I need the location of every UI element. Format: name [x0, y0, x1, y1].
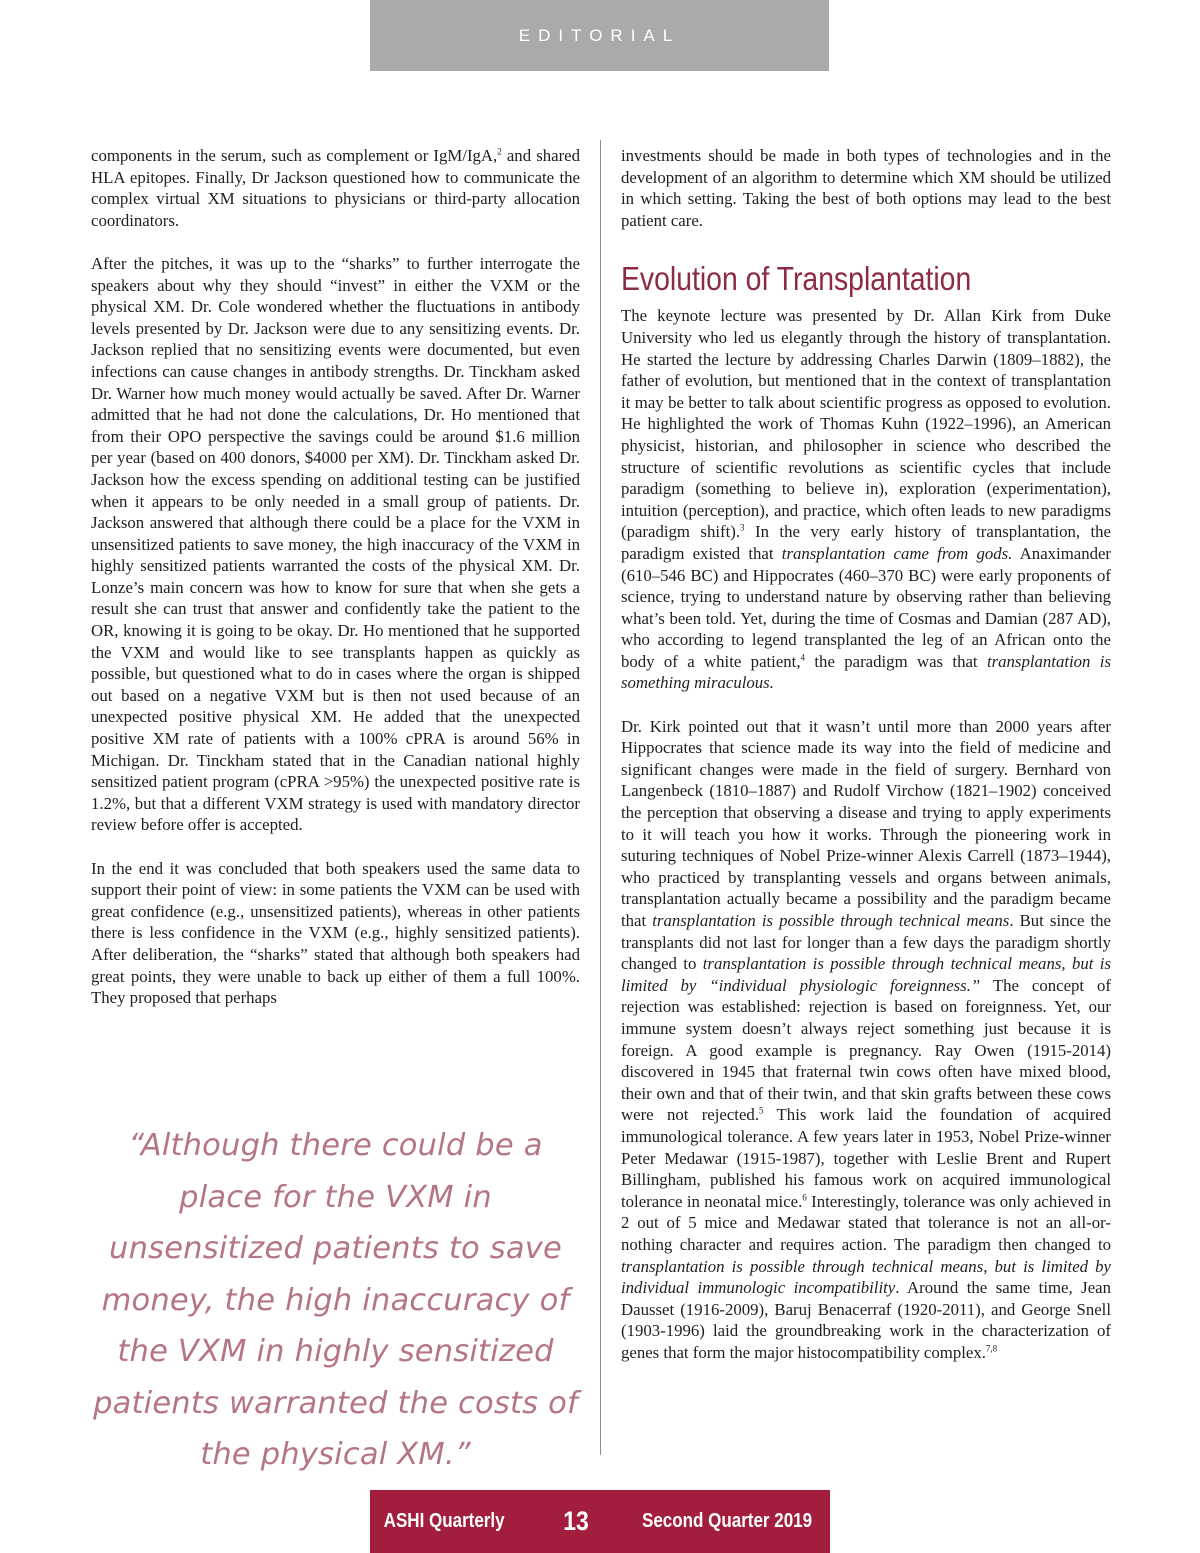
- right-paragraph-3: Dr. Kirk pointed out that it wasn’t until more than 2000 years after Hippocrates that science made its way into the field of medicine and significant changes were made in the field of surgery. Bernhard von Langenbeck (1810–1887) and Rudolf Virchow (1821–1902) conceived the perception that observing a disease and trying to apply experiments to it will teach you how it works. Through the pioneering work in suturing techniques of Nobel Prize-winner Alexis Carrell (1873–1944), who practiced by transplanting vessels and organs between animals, transplantation actually became a possibility and the paradigm became that transplantation is possible through technical means. But since the transplants did not last for longer than a few days the paradigm shortly changed to transplantation is possible through technical means, but is limited by “individual physiologic foreignness.” The concept of rejection was established: rejection is based on foreignness. Yet, our immune system doesn’t always reject something just because it is foreign. A good example is pregnancy. Ray Owen (1915-2014) discovered in 1945 that fraternal twin cows often have mixed blood, their own and that of their twin, and that skin grafts between these cows were not rejected.$^5$ This work laid the foundation of acquired immunological tolerance. A few years later in 1953, Nobel Prize-winner Peter Medawar (1915-1987), together with Leslie Brent and Rupert Billingham, published his famous work on acquired immunological tolerance in neonatal mice.$^6$ Interestingly, tolerance was only achieved in 2 out of 5 mice and Medawar stated that tolerance is not an all-or-nothing character and requires action. The paradigm then changed to transplantation is possible through technical means, but is limited by individual immunologic incompatibility. Around the same time, Jean Dausset (1916-2009), Baruj Benacerraf (1920-2011), and George Snell (1903-1996) laid the groundbreaking work in the characterization of genes that form the major histocompatibility complex.$^{7,8}$: [621, 716, 1111, 1362]
- section-title: Evolution of Transplantation: [621, 260, 972, 298]
- footnote-ref: 3: [740, 522, 745, 533]
- publication-name: ASHI Quarterly: [383, 1510, 505, 1532]
- footnote-ref: 6: [802, 1192, 807, 1203]
- footer-bar: [370, 1490, 830, 1553]
- section-label: EDITORIAL: [518, 25, 681, 45]
- left-paragraph-2: After the pitches, it was up to the “sharks” to further interrogate the speakers about why they should “invest” in either the VXM or the physical XM. Dr. Cole wondered whether the fluctuations in antibody levels presented by Dr. Jackson were due to any sensitizing events. Dr. Jackson replied that no sensitizing events were documented, but even infections can cause changes in antibody strengths. Dr. Tinckham asked Dr. Warner how much money would actually be saved. After Dr. Warner admitted that he had not done the calculations, Dr. Ho mentioned that from their OPO perspective the savings could be around $1.6 million per year (based on 400 donors, $4000 per XM). Dr. Tinckham asked Dr. Jackson how the excess spending on additional testing can be justified when it appears to be only needed in a small group of patients. Dr. Jackson answered that although there could be a place for the VXM in unsensitized patients to save money, the high inaccuracy of the VXM in highly sensitized patients warranted the costs of the physical XM. Dr. Lonze’s main concern was how to know for sure that when she gets a result she can trust that answer and confidently take the patient to the OR, knowing it is going to be okay. Dr. Ho mentioned that he supported the VXM and would like to see transplants happen as quickly as possible, but questioned what to do in cases where the organ is shipped out based on a negative VXM but is then not used because of an unexpected positive physical XM. He added that the unexpected positive XM rate of patients with a 100% cPRA is around 56% in Michigan. Dr. Tinckham stated that in the Canadian national highly sensitized patient program (cPRA >95%) the unexpected positive rate is 1.2%, but that a different VXM strategy is used with mandatory director review before offer is accepted.: [91, 253, 580, 835]
- footnote-ref: 2: [497, 146, 502, 157]
- footnote-ref: 7,8: [985, 1343, 998, 1354]
- right-paragraph-2: The keynote lecture was presented by Dr. Allan Kirk from Duke University who led us elegantly through the history of transplantation. He started the lecture by addressing Charles Darwin (1809–1882), the father of evolution, but mentioned that in the context of transplantation it may be better to talk about scientific progress as opposed to evolution. He highlighted the work of Thomas Kuhn (1922–1996), an American physicist, historian, and philosopher in science who described the structure of scientific revolutions as scientific cycles that include paradigm (something to believe in), exploration (experimentation), intuition (perception), and practice, which often leads to new paradigms (paradigm shift).$^3$ In the very early history of transplantation, the paradigm existed that transplantation came from gods. Anaximander (610–546 BC) and Hippocrates (460–370 BC) were early proponents of science, trying to understand nature by observing rather than believing what’s been told. Yet, during the time of Cosmas and Damian (287 AD), who according to legend transplanted the leg of an African onto the body of a white patient,$^4$ the paradigm was that transplantation is something miraculous.: [621, 306, 1112, 693]
- right-paragraph-1: investments should be made in both types of technologies and in the development of an algorithm to determine which XM should be utilized in which setting. Taking the best of both options may lead to the best patient care.: [621, 146, 1111, 230]
- section-header-tab: [370, 0, 829, 71]
- left-column: [91, 145, 580, 1030]
- right-column: [621, 145, 1111, 1385]
- footnote-ref: 5: [759, 1105, 764, 1116]
- left-paragraph-3: In the end it was concluded that both speakers used the same data to support their point of view: in some patients the VXM can be used with great confidence (e.g., unsensitized patients), whereas in other patients there is less confidence in the VXM (e.g., highly sensitized patients). After deliberation, the “sharks” stated that although both speakers had great points, they were unable to back up either of them a full 100%. They proposed that perhaps: [91, 858, 580, 1008]
- footnote-ref: 4: [800, 652, 806, 663]
- column-divider: [600, 140, 601, 1455]
- issue-label: Second Quarter 2019: [642, 1510, 813, 1532]
- pull-quote: “Although there could be a place for the VXM in unsensitized patients to save money, the high inaccuracy of the VXM in highly sensitized patients warranted the costs of the physical XM.”: [93, 1128, 578, 1472]
- page-number: 13: [563, 1506, 589, 1536]
- left-paragraph-1: components in the serum, such as complement or IgM/IgA,$^2$ and shared HLA epitopes. Finally, Dr Jackson questioned how to communicate the complex virtual XM situations to physicians or third-party allocation coordinators.: [91, 146, 580, 230]
